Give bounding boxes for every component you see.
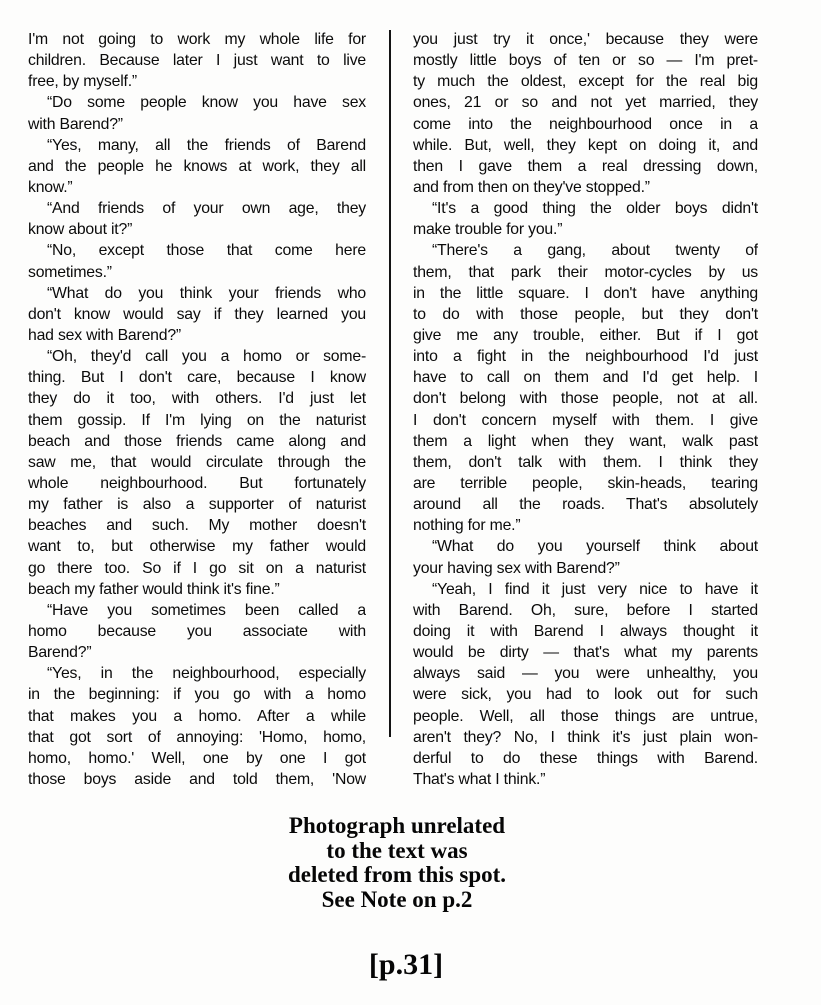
text-line: ones, 21 or so and not yet married, they (413, 94, 758, 112)
left-column (28, 29, 366, 790)
text-line: people. Well, all those things are untrue, (413, 707, 758, 725)
notice-line: Photograph unrelated (288, 813, 506, 838)
text-line: they do it too, with others. I'd just let (28, 390, 366, 408)
right-column (413, 29, 758, 790)
text-line: and from then on they've stopped.” (413, 178, 650, 196)
text-line: were sick, you had to look out for such (413, 686, 758, 704)
text-line: “What do you yourself think about (432, 538, 758, 556)
notice-line: deleted from this spot. (287, 862, 507, 888)
text-line: them, don't talk with them. I think they (413, 453, 758, 471)
text-line: doing it with Barend I always thought it (413, 622, 758, 640)
text-line: give me any trouble, either. But if I got (413, 326, 758, 344)
notice-line: to the text was (326, 837, 468, 863)
text-line: “What do you think your friends who (47, 284, 366, 302)
text-line: want to, but otherwise my father would (28, 538, 366, 556)
text-line: saw me, that would circulate through the (28, 453, 366, 471)
text-line: you just try it once,' because they were (413, 31, 758, 48)
text-line: then I gave them a real dressing down, (413, 157, 758, 175)
text-line: and the people he knows at work, they all (28, 157, 366, 175)
text-line: have to call on them and I'd get help. I (413, 369, 758, 387)
text-line: to do with those people, but they don't (413, 305, 758, 323)
text-line: would be dirty — that's what my parents (413, 644, 758, 662)
text-line: know.” (28, 178, 73, 196)
text-line: beach and those friends came along and (28, 432, 366, 450)
text-line: ty much the oldest, except for the real big (413, 73, 758, 91)
text-line: them a light when they want, walk past (413, 432, 758, 450)
text-line: nothing for me.” (413, 517, 521, 535)
text-line: “Yes, many, all the friends of Barend (47, 136, 366, 154)
text-line: children. Because later I just want to live (28, 52, 366, 70)
text-line: don't know would say if they learned you (28, 305, 366, 323)
text-line: Barend?” (28, 644, 92, 662)
text-line: are terrible people, skin-heads, tearing (413, 474, 758, 492)
text-line: your having sex with Barend?” (413, 559, 620, 577)
text-line: with Barend?” (28, 115, 123, 133)
column-divider (389, 30, 391, 737)
text-line: always said — you were unhealthy, you (413, 665, 758, 683)
text-line: don't belong with those people, not at all. (413, 390, 758, 408)
text-line: in the beginning: if you go with a homo (28, 686, 366, 704)
text-line: “Yes, in the neighbourhood, especially (47, 665, 366, 683)
text-line: had sex with Barend?” (28, 326, 181, 344)
text-line: whole neighbourhood. But fortunately (28, 474, 366, 492)
notice-line: See Note on p.2 (321, 886, 473, 912)
text-line: that got sort of annoying: 'Homo, homo, (28, 728, 366, 746)
text-line: in the little square. I don't have anything (413, 284, 758, 302)
text-line: mostly little boys of ten or so — I'm pret- (413, 52, 758, 70)
text-line: “Have you sometimes been called a (47, 601, 366, 619)
text-line: come into the neighbourhood once in a (413, 115, 758, 133)
text-line: “It's a good thing the older boys didn't (432, 200, 758, 218)
text-line: free, by myself.” (28, 73, 137, 91)
text-line: derful to do these things with Barend. (413, 749, 758, 767)
text-line: my father is also a supporter of naturist (28, 496, 366, 514)
text-line: “Yeah, I find it just very nice to have it (432, 580, 758, 598)
text-line: “No, except those that come here (47, 242, 366, 260)
text-line: sometimes.” (28, 263, 112, 281)
text-line: them, that park their motor-cycles by us (413, 263, 758, 281)
text-line: them gossip. If I'm lying on the naturist (28, 411, 366, 429)
text-line: know about it?” (28, 221, 133, 239)
text-line: homo, homo.' Well, one by one I got (28, 749, 366, 767)
text-line: make trouble for you.” (413, 221, 563, 239)
text-line: with Barend. Oh, sure, before I started (413, 601, 758, 619)
text-line: I don't concern myself with them. I give (413, 411, 758, 429)
text-line: That's what I think.” (413, 770, 546, 788)
text-line: “Oh, they'd call you a homo or some- (47, 348, 366, 366)
text-line: “And friends of your own age, they (47, 200, 366, 218)
text-line: into a fight in the neighbourhood I'd just (413, 348, 758, 366)
text-line: while. But, well, they kept on doing it, and (413, 136, 758, 154)
text-line: around all the roads. That's absolutely (413, 496, 758, 514)
text-line: that makes you a homo. After a while (28, 707, 366, 725)
text-line: those boys aside and told them, 'Now (28, 770, 366, 788)
text-line: aren't they? No, I think it's just plain won- (413, 728, 758, 746)
text-line: I'm not going to work my whole life for (28, 31, 366, 48)
text-line: go there too. So if I go sit on a naturist (28, 559, 366, 577)
text-line: thing. But I don't care, because I know (28, 369, 366, 387)
text-line: homo because you associate with (28, 622, 366, 640)
text-line: “There's a gang, about twenty of (432, 242, 758, 260)
text-line: beach my father would think it's fine.” (28, 580, 280, 598)
text-line: beaches and such. My mother doesn't (28, 517, 366, 535)
page-number: [p.31] (368, 948, 444, 981)
text-line: “Do some people know you have sex (47, 94, 366, 112)
photo-deleted-notice (0, 814, 794, 912)
